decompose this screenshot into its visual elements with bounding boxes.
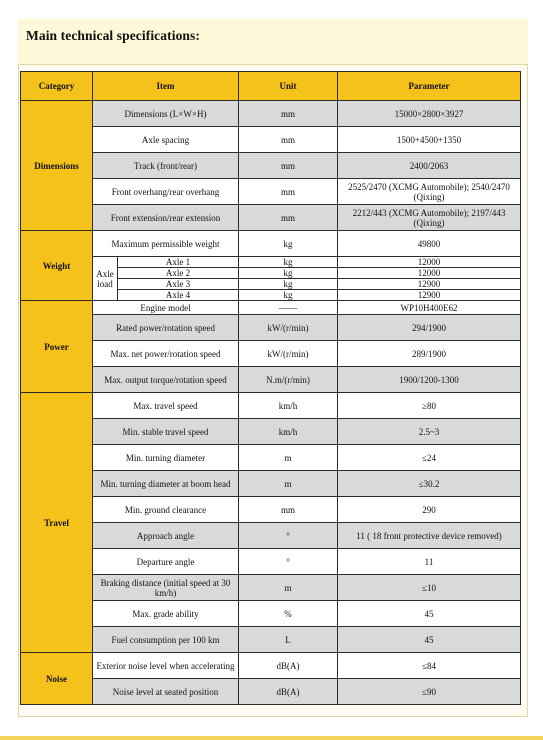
item-cell: Departure angle — [93, 549, 239, 575]
param-cell: 11 ( 18 front protective device removed) — [338, 523, 521, 549]
unit-cell: kg — [239, 231, 338, 257]
table-row — [21, 101, 521, 127]
category-noise: Noise — [21, 653, 93, 705]
param-cell: 12900 — [338, 290, 521, 301]
table-row — [21, 231, 521, 257]
item-cell: Maximum permissible weight — [93, 231, 239, 257]
table-row — [21, 497, 521, 523]
param-cell: ≥80 — [338, 393, 521, 419]
item-cell: Axle 1 — [118, 257, 239, 268]
item-cell: Fuel consumption per 100 km — [93, 627, 239, 653]
bottom-rule — [0, 736, 543, 740]
param-cell: 1900/1200-1300 — [338, 367, 521, 393]
item-cell: Track (front/rear) — [93, 153, 239, 179]
param-cell: 1500+4500+1350 — [338, 127, 521, 153]
item-cell: Max. output torque/rotation speed — [93, 367, 239, 393]
unit-cell: mm — [239, 153, 338, 179]
item-cell: Dimensions (L×W×H) — [93, 101, 239, 127]
unit-cell: L — [239, 627, 338, 653]
item-cell: Min. stable travel speed — [93, 419, 239, 445]
item-cell: Axle 4 — [118, 290, 239, 301]
param-cell: 12000 — [338, 257, 521, 268]
param-cell: ≤10 — [338, 575, 521, 601]
table-row — [21, 471, 521, 497]
table-row — [21, 575, 521, 601]
unit-cell: dB(A) — [239, 679, 338, 705]
table-row — [21, 653, 521, 679]
category-power: Power — [21, 301, 93, 393]
table-row — [21, 367, 521, 393]
item-cell: Front overhang/rear overhang — [93, 179, 239, 205]
table-row — [21, 679, 521, 705]
param-cell: 294/1900 — [338, 315, 521, 341]
header-unit: Unit — [239, 72, 338, 101]
unit-cell: m — [239, 575, 338, 601]
category-dimensions: Dimensions — [21, 101, 93, 231]
table-row — [21, 549, 521, 575]
item-cell: Front extension/rear extension — [93, 205, 239, 231]
item-cell: Axle spacing — [93, 127, 239, 153]
item-cell: Approach angle — [93, 523, 239, 549]
param-cell: 289/1900 — [338, 341, 521, 367]
param-cell: 2525/2470 (XCMG Automobile); 2540/2470 (Qixing) — [338, 179, 521, 205]
param-cell: ≤84 — [338, 653, 521, 679]
unit-cell: kW/(r/min) — [239, 341, 338, 367]
unit-cell: kg — [239, 268, 338, 279]
param-cell: 45 — [338, 601, 521, 627]
table-row — [21, 179, 521, 205]
unit-cell: kg — [239, 279, 338, 290]
table-row — [21, 445, 521, 471]
unit-cell: dB(A) — [239, 653, 338, 679]
item-cell: Axle 2 — [118, 268, 239, 279]
table-row — [21, 301, 521, 315]
param-cell: ≤90 — [338, 679, 521, 705]
unit-cell: % — [239, 601, 338, 627]
table-row — [21, 205, 521, 231]
item-cell: Noise level at seated position — [93, 679, 239, 705]
header-item: Item — [93, 72, 239, 101]
param-cell: 11 — [338, 549, 521, 575]
item-cell: Engine model — [93, 301, 239, 315]
unit-cell: kW/(r/min) — [239, 315, 338, 341]
unit-cell: mm — [239, 205, 338, 231]
item-cell: Min. ground clearance — [93, 497, 239, 523]
unit-cell: mm — [239, 179, 338, 205]
unit-cell: km/h — [239, 393, 338, 419]
unit-cell: kg — [239, 290, 338, 301]
table-row — [21, 627, 521, 653]
category-travel: Travel — [21, 393, 93, 653]
param-cell: 2.5~3 — [338, 419, 521, 445]
param-cell: WP10H400E62 — [338, 301, 521, 315]
param-cell: 45 — [338, 627, 521, 653]
page-title: Main technical specifications: — [26, 28, 200, 43]
unit-cell: m — [239, 471, 338, 497]
unit-cell: —— — [239, 301, 338, 315]
unit-cell: ° — [239, 523, 338, 549]
param-cell: 12000 — [338, 268, 521, 279]
table-header-row — [21, 72, 521, 101]
header-category: Category — [21, 72, 93, 101]
param-cell: 2400/2063 — [338, 153, 521, 179]
item-cell: Max. net power/rotation speed — [93, 341, 239, 367]
item-cell: Rated power/rotation speed — [93, 315, 239, 341]
param-cell: ≤30.2 — [338, 471, 521, 497]
spec-table — [20, 71, 521, 705]
table-row — [21, 127, 521, 153]
param-cell: 290 — [338, 497, 521, 523]
table-row — [21, 257, 521, 268]
axle-load-label: Axle load — [93, 257, 118, 301]
unit-cell: mm — [239, 497, 338, 523]
table-row — [21, 523, 521, 549]
table-row — [21, 153, 521, 179]
item-cell: Max. travel speed — [93, 393, 239, 419]
table-row — [21, 341, 521, 367]
unit-cell: kg — [239, 257, 338, 268]
table-row — [21, 419, 521, 445]
unit-cell: ° — [239, 549, 338, 575]
item-cell: Max. grade ability — [93, 601, 239, 627]
unit-cell: m — [239, 445, 338, 471]
item-cell: Braking distance (initial speed at 30 km/h) — [93, 575, 239, 601]
param-cell: 2212/443 (XCMG Automobile); 2197/443 (Qixing) — [338, 205, 521, 231]
unit-cell: km/h — [239, 419, 338, 445]
title-band — [18, 19, 528, 64]
item-cell: Axle 3 — [118, 279, 239, 290]
category-weight: Weight — [21, 231, 93, 301]
table-row — [21, 393, 521, 419]
item-cell: Min. turning diameter at boom head — [93, 471, 239, 497]
param-cell: 12900 — [338, 279, 521, 290]
table-row — [21, 315, 521, 341]
param-cell: 15000×2800×3927 — [338, 101, 521, 127]
item-cell: Min. turning diameter — [93, 445, 239, 471]
unit-cell: mm — [239, 101, 338, 127]
unit-cell: mm — [239, 127, 338, 153]
item-cell: Exterior noise level when accelerating — [93, 653, 239, 679]
param-cell: 49800 — [338, 231, 521, 257]
table-row — [21, 601, 521, 627]
param-cell: ≤24 — [338, 445, 521, 471]
unit-cell: N.m/(r/min) — [239, 367, 338, 393]
header-parameter: Parameter — [338, 72, 521, 101]
